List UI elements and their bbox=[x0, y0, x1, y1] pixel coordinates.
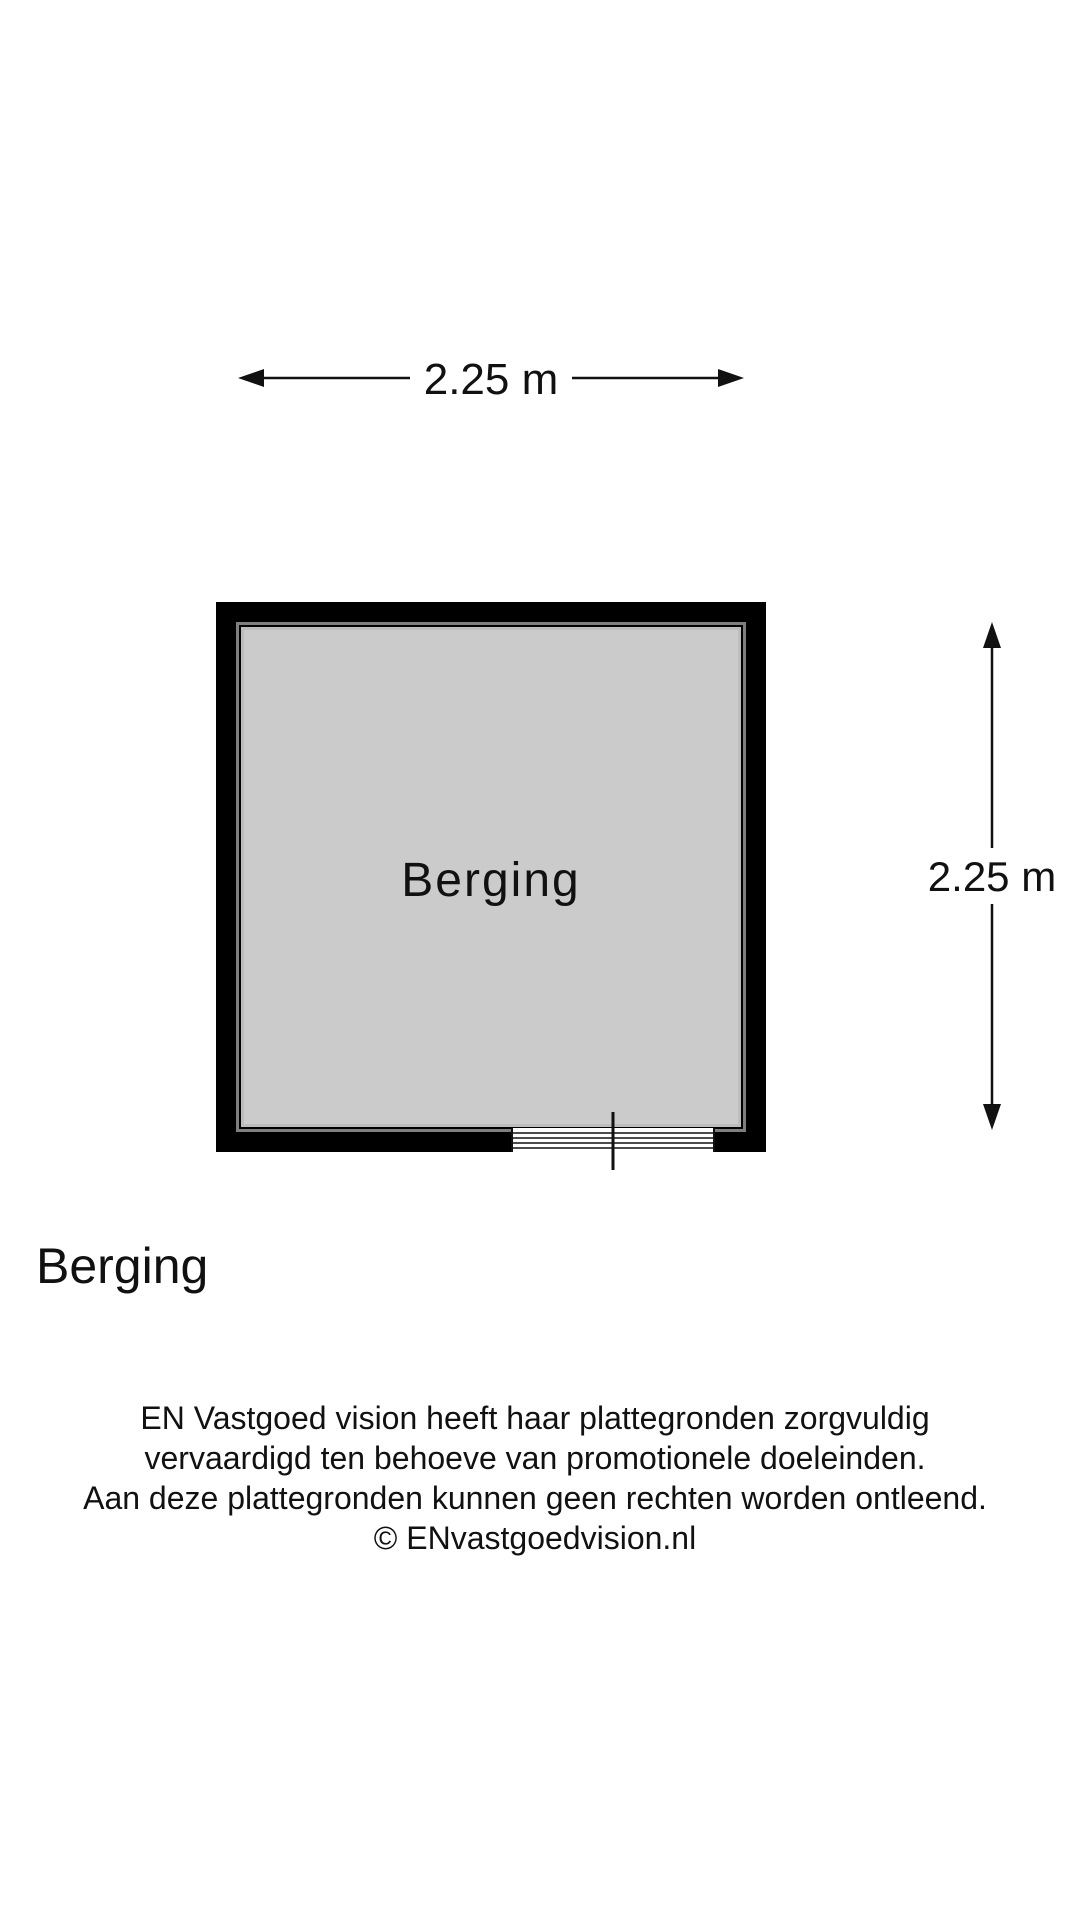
width-dimension bbox=[238, 355, 744, 404]
depth-dimension-label: 2.25 m bbox=[927, 853, 1057, 900]
disclaimer-line: EN Vastgoed vision heeft haar plattegronden zorgvuldig bbox=[140, 1400, 930, 1436]
room-label: Berging bbox=[401, 854, 581, 907]
depth-arrow-top-icon bbox=[983, 622, 1001, 648]
room-berging bbox=[216, 602, 766, 1170]
depth-dimension bbox=[928, 622, 1056, 1130]
width-arrow-left-icon bbox=[238, 369, 264, 387]
width-dimension-label: 2.25 m bbox=[423, 355, 559, 404]
disclaimer-line: Aan deze plattegronden kunnen geen rechten worden ontleend. bbox=[83, 1480, 987, 1516]
floor-title: Berging bbox=[36, 1238, 209, 1294]
copyright-line: © ENvastgoedvision.nl bbox=[373, 1520, 697, 1556]
disclaimer-line: vervaardigd ten behoeve van promotionele doeleinden. bbox=[144, 1440, 926, 1476]
depth-arrow-bottom-icon bbox=[983, 1104, 1001, 1130]
disclaimer bbox=[0, 1398, 1070, 1558]
width-arrow-right-icon bbox=[718, 369, 744, 387]
